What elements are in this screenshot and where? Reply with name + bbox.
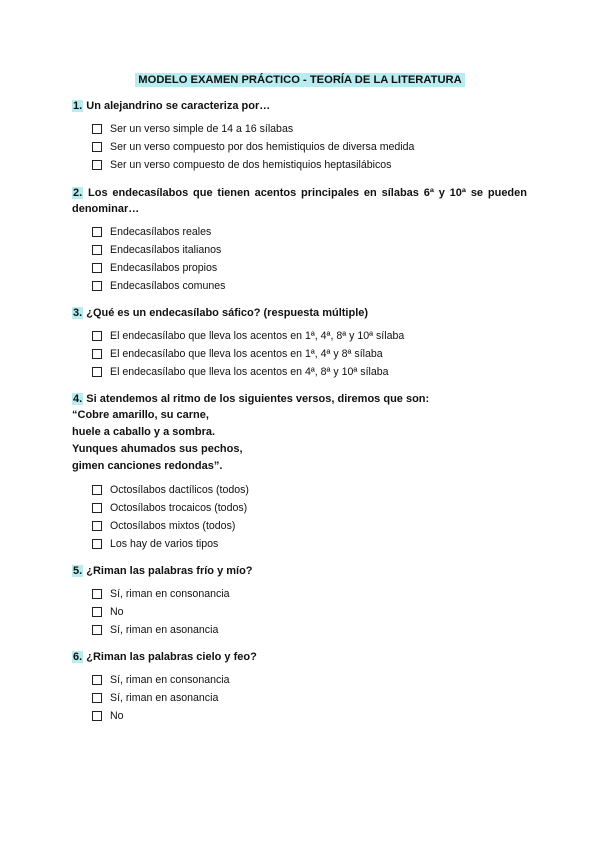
checkbox[interactable] xyxy=(92,227,102,237)
option-2d[interactable] xyxy=(92,279,225,293)
checkbox[interactable] xyxy=(92,331,102,341)
option-5c[interactable] xyxy=(92,623,218,637)
option-4b[interactable] xyxy=(92,501,247,515)
checkbox[interactable] xyxy=(92,693,102,703)
question-number: 4. xyxy=(73,393,83,405)
option-label: Sí, riman en asonancia xyxy=(110,692,219,704)
checkbox[interactable] xyxy=(92,589,102,599)
option-2b[interactable] xyxy=(92,243,221,257)
option-label: El endecasílabo que lleva los acentos en 1ª, 4ª, 8ª y 10ª sílaba xyxy=(110,330,405,342)
option-1c[interactable] xyxy=(92,158,391,172)
verse-line-3: Yunques ahumados sus pechos, xyxy=(72,443,243,455)
option-5a[interactable] xyxy=(92,587,230,601)
option-label: Octosílabos dactílicos (todos) xyxy=(110,484,249,496)
checkbox[interactable] xyxy=(92,625,102,635)
checkbox[interactable] xyxy=(92,349,102,359)
option-label: Sí, riman en consonancia xyxy=(110,588,230,600)
checkbox[interactable] xyxy=(92,281,102,291)
question-text: ¿Riman las palabras cielo y feo? xyxy=(86,651,257,663)
checkbox[interactable] xyxy=(92,245,102,255)
option-2c[interactable] xyxy=(92,261,217,275)
question-6 xyxy=(72,649,527,665)
option-label: Ser un verso simple de 14 a 16 sílabas xyxy=(110,123,294,135)
option-6b[interactable] xyxy=(92,691,218,705)
option-2a[interactable] xyxy=(92,225,211,239)
question-2 xyxy=(72,185,527,217)
question-text: Un alejandrino se caracteriza por… xyxy=(86,100,271,112)
question-3 xyxy=(72,305,527,321)
option-label: Ser un verso compuesto de dos hemistiquios heptasilábicos xyxy=(110,159,392,171)
checkbox[interactable] xyxy=(92,160,102,170)
checkbox[interactable] xyxy=(92,521,102,531)
question-number: 6. xyxy=(73,651,83,663)
verse-line-1: “Cobre amarillo, su carne, xyxy=(72,409,209,421)
option-5b[interactable] xyxy=(92,605,124,619)
option-label: Ser un verso compuesto por dos hemistiquios de diversa medida xyxy=(110,141,415,153)
checkbox[interactable] xyxy=(92,675,102,685)
option-label: Los hay de varios tipos xyxy=(110,538,219,550)
option-label: Sí, riman en consonancia xyxy=(110,674,230,686)
question-text: Los endecasílabos que tienen acentos principales en sílabas 6ª y 10ª se pueden denominar… xyxy=(72,187,527,215)
question-text: Si atendemos al ritmo de los siguientes versos, diremos que son: xyxy=(86,393,430,405)
option-1a[interactable] xyxy=(92,122,293,136)
option-label: Endecasílabos italianos xyxy=(110,244,222,256)
verse-line-4: gimen canciones redondas”. xyxy=(72,460,223,472)
option-label: No xyxy=(110,606,124,618)
option-label: El endecasílabo que lleva los acentos en 4ª, 8ª y 10ª sílaba xyxy=(110,366,389,378)
option-4a[interactable] xyxy=(92,483,249,497)
option-label: Endecasílabos propios xyxy=(110,262,218,274)
exam-title: MODELO EXAMEN PRÁCTICO - TEORÍA DE LA LITERATURA xyxy=(135,73,464,87)
question-4 xyxy=(72,391,527,407)
option-6c[interactable] xyxy=(92,709,124,723)
checkbox[interactable] xyxy=(92,607,102,617)
checkbox[interactable] xyxy=(92,711,102,721)
checkbox[interactable] xyxy=(92,367,102,377)
question-text: ¿Qué es un endecasílabo sáfico? (respuesta múltiple) xyxy=(86,307,369,319)
verse-line-2: huele a caballo y a sombra. xyxy=(72,426,216,438)
checkbox[interactable] xyxy=(92,124,102,134)
checkbox[interactable] xyxy=(92,263,102,273)
option-4d[interactable] xyxy=(92,537,218,551)
question-number: 2. xyxy=(73,187,83,199)
option-3b[interactable] xyxy=(92,347,383,361)
question-number: 3. xyxy=(73,307,83,319)
option-label: Sí, riman en asonancia xyxy=(110,624,219,636)
option-label: Octosílabos mixtos (todos) xyxy=(110,520,236,532)
checkbox[interactable] xyxy=(92,485,102,495)
question-5 xyxy=(72,563,527,579)
checkbox[interactable] xyxy=(92,142,102,152)
option-label: Endecasílabos comunes xyxy=(110,280,226,292)
option-1b[interactable] xyxy=(92,140,414,154)
option-3c[interactable] xyxy=(92,365,389,379)
option-label: Endecasílabos reales xyxy=(110,226,212,238)
checkbox[interactable] xyxy=(92,539,102,549)
option-label: No xyxy=(110,710,124,722)
option-6a[interactable] xyxy=(92,673,230,687)
question-number: 5. xyxy=(73,565,83,577)
option-4c[interactable] xyxy=(92,519,235,533)
option-label: Octosílabos trocaicos (todos) xyxy=(110,502,248,514)
option-3a[interactable] xyxy=(92,329,404,343)
checkbox[interactable] xyxy=(92,503,102,513)
question-1 xyxy=(72,98,527,114)
exam-title-block xyxy=(0,70,600,88)
option-label: El endecasílabo que lleva los acentos en 1ª, 4ª y 8ª sílaba xyxy=(110,348,383,360)
question-text: ¿Riman las palabras frío y mío? xyxy=(86,565,253,577)
question-number: 1. xyxy=(73,100,83,112)
